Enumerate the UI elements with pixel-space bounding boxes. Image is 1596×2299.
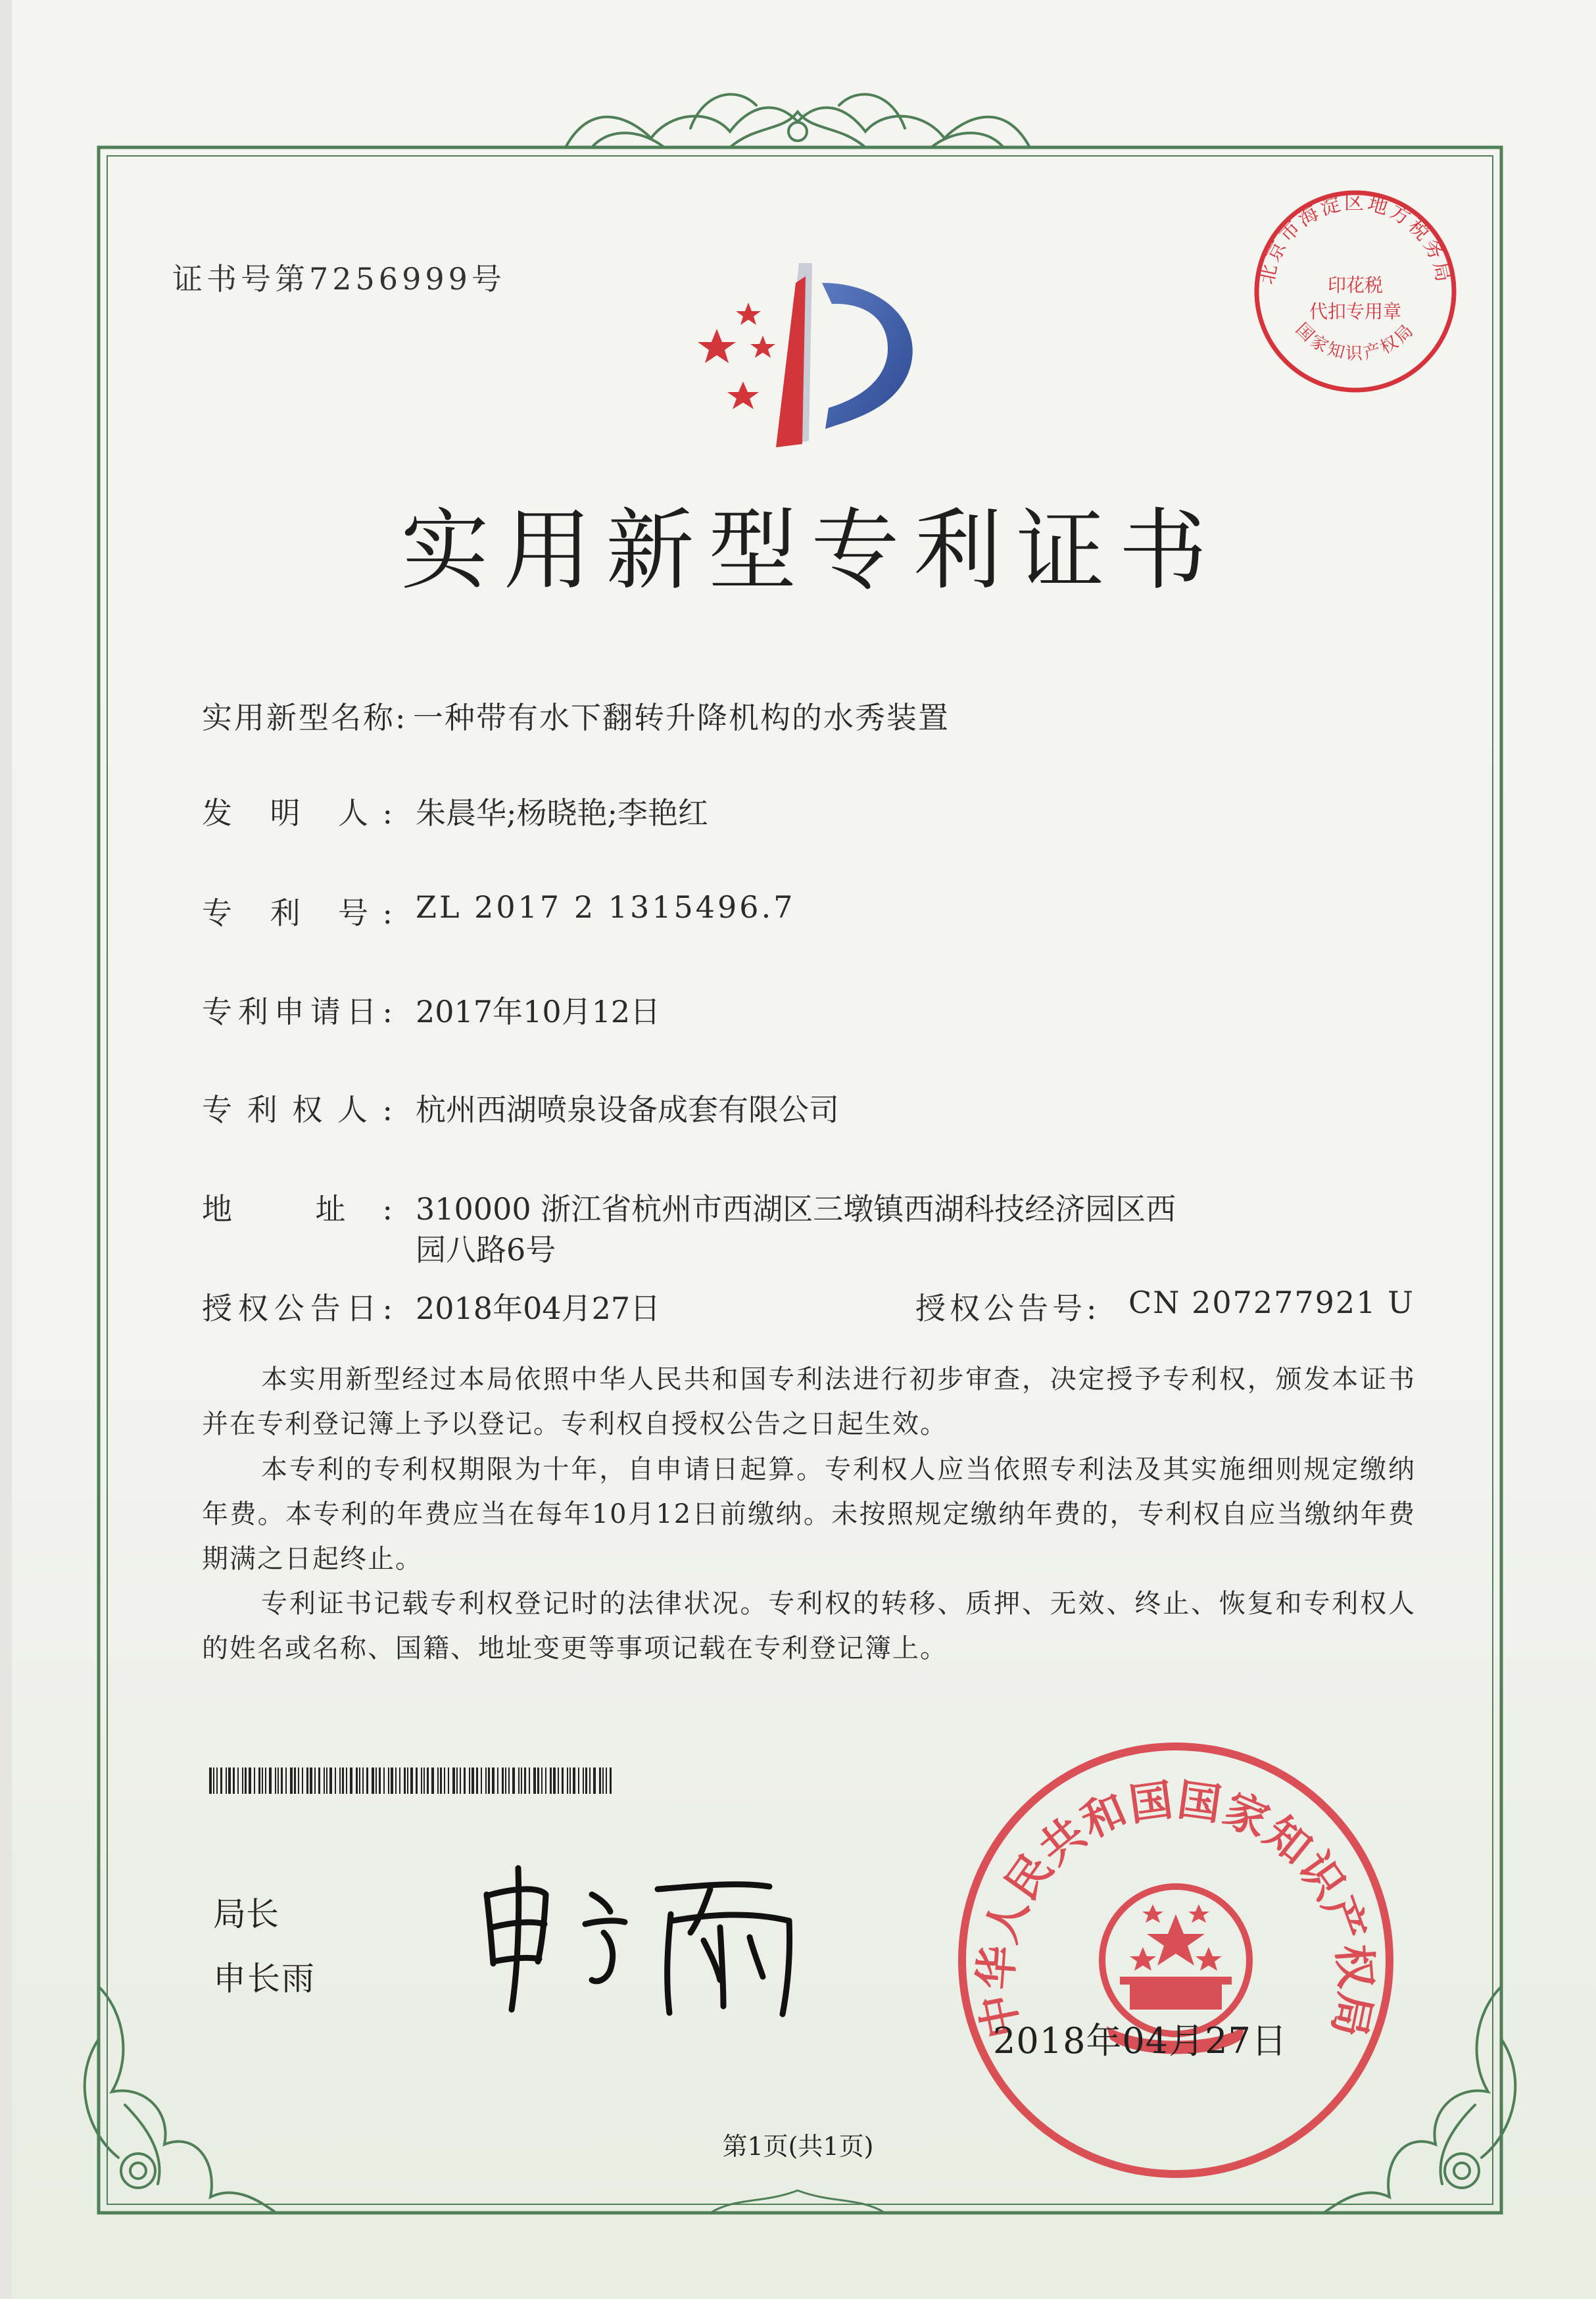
tax-seal-outer-text: 北京市海淀区地方税务局 xyxy=(1255,191,1456,287)
tax-stamp-seal xyxy=(1247,183,1464,400)
certificate-number: 证书号第7256999号 xyxy=(172,261,506,297)
state-ipo-seal xyxy=(952,1737,1399,2184)
legal-paragraph-2: 本专利的专利权期限为十年，自申请日起算。专利权人应当依照专利法及其实施细则规定缴纳年费。本专利的年费应当在每年10月12日前缴纳。未按照规定缴纳年费的，专利权自应当缴纳年费期满之日起终止。 xyxy=(202,1454,1416,1574)
patentee-value: 杭州西湖喷泉设备成套有限公司 xyxy=(416,1092,839,1127)
grant-date-label: 授权公告日: xyxy=(202,1291,393,1326)
address-line2: 园八路6号 xyxy=(416,1232,556,1268)
state-seal-text: 中华人民共和国国家知识产权局 xyxy=(970,1774,1382,2042)
publication-number-label: 授权公告号: xyxy=(915,1291,1101,1326)
tax-seal-inner-line1: 印花税 xyxy=(1327,274,1384,296)
application-date-label: 专利申请日: xyxy=(202,994,393,1029)
address-line1: 310000 浙江省杭州市西湖区三墩镇西湖科技经济园区西 xyxy=(416,1191,1176,1227)
publication-number-value: CN 207277921 U xyxy=(1128,1285,1415,1320)
legal-paragraph-3: 专利证书记载专利权登记时的法律状况。专利权的转移、质押、无效、终止、恢复和专利权人的姓名或名称、国籍、地址变更等事项记载在专利登记簿上。 xyxy=(202,1589,1416,1664)
tax-seal-inner-line2: 代扣专用章 xyxy=(1309,301,1402,322)
patent-number-label: 专 利 号: xyxy=(202,895,393,931)
director-signature xyxy=(460,1848,829,2026)
page-indicator: 第1页(共1页) xyxy=(722,2132,874,2161)
barcode xyxy=(209,1768,616,1794)
patent-office-logo xyxy=(671,257,934,454)
legal-paragraph-1: 本实用新型经过本局依照中华人民共和国专利法进行初步审查，决定授予专利权，颁发本证书并在专利登记簿上予以登记。专利权自授权公告之日起生效。 xyxy=(202,1364,1416,1439)
address-label: 地 址: xyxy=(202,1191,393,1227)
certificate-title: 实用新型专利证书 xyxy=(400,499,1222,602)
patentee-label: 专利权人: xyxy=(202,1092,393,1127)
inventor-value: 朱晨华;杨晓艳;李艳红 xyxy=(416,795,708,831)
model-name-label: 实用新型名称: xyxy=(202,700,408,735)
model-name-value: 一种带有水下翻转升降机构的水秀装置 xyxy=(413,700,950,735)
svg-text:国家知识产权局 xyxy=(1292,320,1419,364)
seal-date: 2018年04月27日 xyxy=(993,2020,1288,2062)
director-name: 申长雨 xyxy=(213,1960,316,1998)
svg-text:北京市海淀区地方税务局 xyxy=(1255,191,1455,286)
inventor-label: 发 明 人: xyxy=(202,795,393,831)
director-title: 局长 xyxy=(213,1895,279,1933)
application-date-value: 2017年10月12日 xyxy=(416,994,661,1029)
patent-number-value: ZL 2017 2 1315496.7 xyxy=(416,889,796,925)
grant-date-value: 2018年04月27日 xyxy=(416,1291,661,1326)
tax-seal-bottom-text: 国家知识产权局 xyxy=(1292,319,1419,364)
